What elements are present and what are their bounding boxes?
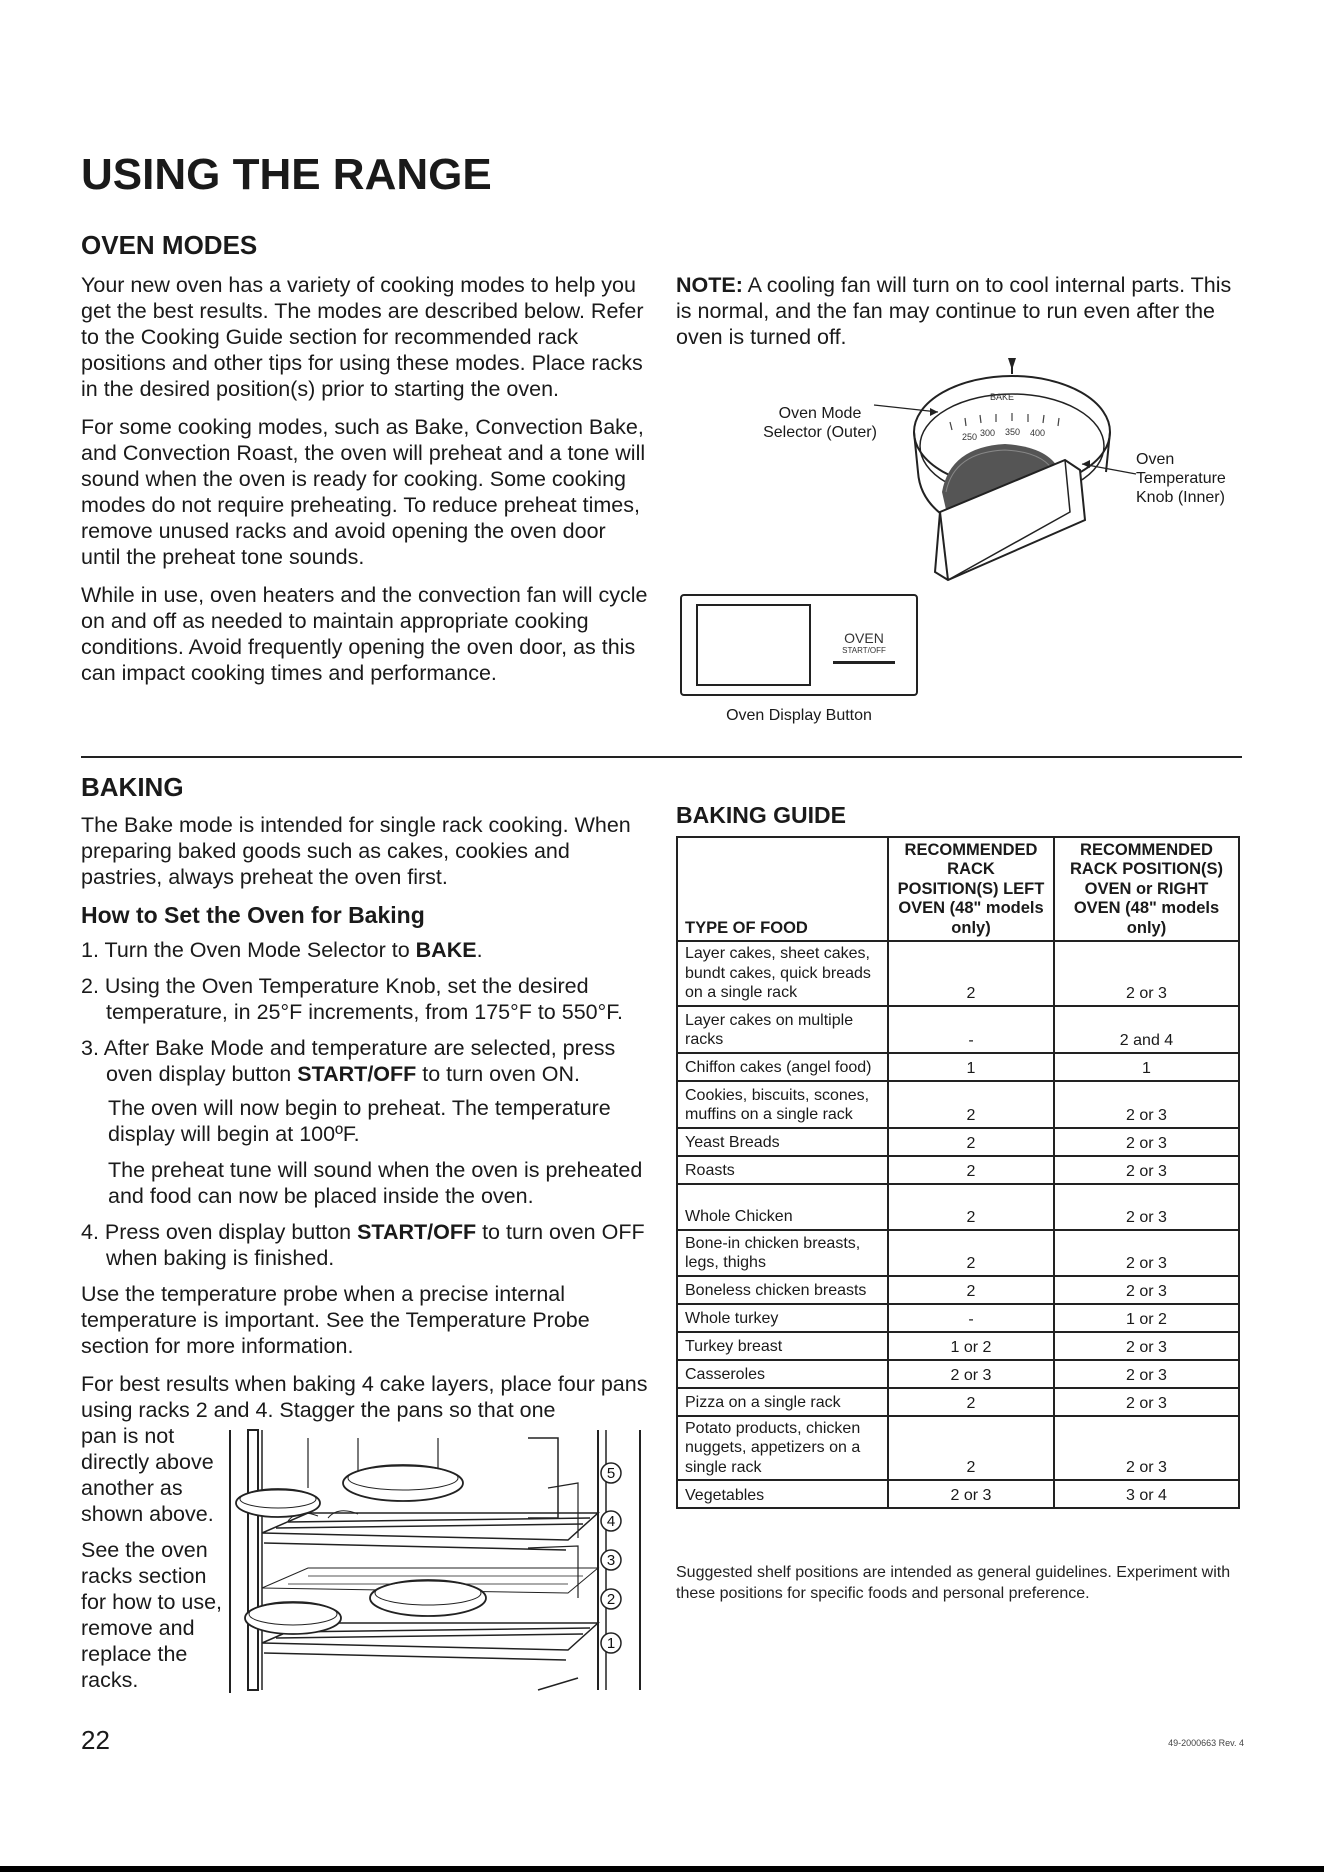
knob-temp-400: 400	[1030, 428, 1046, 438]
guide-right-rack: 2 or 3	[1054, 1081, 1239, 1128]
guide-right-rack: 2 or 3	[1054, 1276, 1239, 1304]
racks-text: See the oven racks section for how to use, remove and replace the racks.	[81, 1538, 223, 1692]
guide-row	[677, 1184, 1239, 1230]
guide-left-rack: 2 or 3	[888, 1480, 1054, 1508]
oven-modes-para-2: For some cooking modes, such as Bake, Convection Bake, and Convection Roast, the oven will preheat and a tone will sound when the oven is ready for cooking. Some cooking modes do not require preheating. To reduce preheat times, remove unused racks and avoid opening the oven door until the preheat tone sounds.	[81, 415, 646, 569]
col-left-oven: RECOMMENDED RACK POSITION(S) LEFT OVEN (48" models only)	[888, 837, 1054, 941]
guide-left-rack: 1	[888, 1053, 1054, 1081]
guide-right-rack: 2 or 3	[1054, 1128, 1239, 1156]
guide-row	[677, 1480, 1239, 1508]
guide-food: Boneless chicken breasts	[677, 1276, 888, 1304]
oven-button-underline	[833, 661, 895, 664]
guide-food: Cookies, biscuits, scones, muffins on a single rack	[677, 1081, 888, 1128]
oven-modes-heading: OVEN MODES	[81, 230, 258, 260]
guide-row	[677, 1053, 1239, 1081]
page-number: 22	[81, 1725, 110, 1755]
guide-row	[677, 1388, 1239, 1416]
note-text: A cooling fan will turn on to cool internal parts. This is normal, and the fan may continue to run even after the oven is turned off.	[676, 273, 1232, 349]
doc-number: 49-2000663 Rev. 4	[1168, 1738, 1244, 1748]
guide-right-rack: 2 or 3	[1054, 1332, 1239, 1360]
guide-left-rack: 2	[888, 1388, 1054, 1416]
guide-row	[677, 941, 1239, 1006]
guide-left-rack: 2	[888, 1081, 1054, 1128]
col-type-of-food: TYPE OF FOOD	[677, 837, 888, 941]
cake-text: For best results when baking 4 cake layers, place four pans using racks 2 and 4. Stagger the pans so that one	[81, 1372, 648, 1422]
guide-row	[677, 1332, 1239, 1360]
rack-position-3: 3	[606, 1552, 616, 1569]
guide-row	[677, 1230, 1239, 1276]
guide-left-rack: -	[888, 1304, 1054, 1332]
oven-button-sublabel: START/OFF	[842, 646, 886, 655]
knob-temp-350: 350	[1005, 427, 1021, 437]
guide-food: Yeast Breads	[677, 1128, 888, 1156]
oven-display-panel	[680, 594, 918, 696]
guide-food: Whole Chicken	[677, 1184, 888, 1230]
guide-right-rack: 2 or 3	[1054, 1184, 1239, 1230]
oven-button-label: OVEN	[844, 630, 884, 646]
guide-row	[677, 1276, 1239, 1304]
guide-right-rack: 2 or 3	[1054, 1156, 1239, 1184]
step-3-sub-1: The oven will now begin to preheat. The temperature display will begin at 100ºF.	[108, 1096, 611, 1146]
knob-dial-bake: BAKE	[990, 392, 1015, 402]
probe-text: Use the temperature probe when a precise internal temperature is important. See the Temperature Probe section for more information.	[81, 1282, 590, 1358]
guide-food: Layer cakes on multiple racks	[677, 1006, 888, 1053]
guide-row	[677, 1156, 1239, 1184]
guide-left-rack: 2 or 3	[888, 1360, 1054, 1388]
guide-row	[677, 1128, 1239, 1156]
guide-right-rack: 2 or 3	[1054, 1388, 1239, 1416]
guide-left-rack: 2	[888, 941, 1054, 1006]
baking-steps	[81, 937, 656, 1087]
page-title: USING THE RANGE	[81, 150, 492, 199]
note-label: NOTE:	[676, 273, 743, 297]
guide-food: Casseroles	[677, 1360, 888, 1388]
step-3-sub-2: The preheat tune will sound when the oven is preheated and food can now be placed inside the oven.	[108, 1158, 643, 1208]
oven-modes-text	[81, 272, 651, 698]
guide-row	[677, 1416, 1239, 1481]
guide-left-rack: 2	[888, 1276, 1054, 1304]
guide-row	[677, 1081, 1239, 1128]
guide-row	[677, 1360, 1239, 1388]
rack-position-1: 1	[606, 1635, 616, 1652]
guide-food: Layer cakes, sheet cakes, bundt cakes, quick breads on a single rack	[677, 941, 888, 1006]
baking-guide-heading: BAKING GUIDE	[676, 802, 846, 828]
step-1: 1. Turn the Oven Mode Selector to BAKE.	[81, 938, 483, 962]
guide-food: Vegetables	[677, 1480, 888, 1508]
guide-right-rack: 2 or 3	[1054, 1230, 1239, 1276]
oven-racks-illustration	[228, 1428, 648, 1693]
guide-food: Pizza on a single rack	[677, 1388, 888, 1416]
rack-position-5: 5	[606, 1465, 616, 1482]
oven-modes-para-3: While in use, oven heaters and the convection fan will cycle on and off as needed to maintain appropriate cooking conditions. Avoid frequently opening the oven door, as this can impact cooking times and performance.	[81, 583, 648, 685]
oven-start-off-button[interactable]	[824, 630, 904, 664]
note	[676, 272, 1246, 362]
step-4: 4. Press oven display button START/OFF to turn oven OFF when baking is finished.	[81, 1220, 645, 1270]
guide-left-rack: 2	[888, 1128, 1054, 1156]
guide-right-rack: 2 or 3	[1054, 1416, 1239, 1481]
guide-right-rack: 2 and 4	[1054, 1006, 1239, 1053]
guide-left-rack: -	[888, 1006, 1054, 1053]
guide-food: Bone-in chicken breasts, legs, thighs	[677, 1230, 888, 1276]
guide-right-rack: 3 or 4	[1054, 1480, 1239, 1508]
rack-position-4: 4	[606, 1513, 616, 1530]
guide-left-rack: 2	[888, 1230, 1054, 1276]
guide-row	[677, 1006, 1239, 1053]
guide-left-rack: 2	[888, 1416, 1054, 1481]
guide-right-rack: 1	[1054, 1053, 1239, 1081]
howto-heading: How to Set the Oven for Baking	[81, 902, 425, 928]
guide-right-rack: 1 or 2	[1054, 1304, 1239, 1332]
guide-left-rack: 2	[888, 1156, 1054, 1184]
guide-footnote: Suggested shelf positions are intended as general guidelines. Experiment with these positions for specific foods and personal preference.	[676, 1564, 1231, 1602]
guide-food: Roasts	[677, 1156, 888, 1184]
section-divider	[81, 756, 1242, 758]
col-right-oven: RECOMMENDED RACK POSITION(S) OVEN or RIGHT OVEN (48" models only)	[1054, 837, 1239, 941]
baking-heading: BAKING	[81, 772, 184, 802]
oven-display-screen	[696, 604, 811, 686]
guide-food: Potato products, chicken nuggets, appetizers on a single rack	[677, 1416, 888, 1481]
guide-right-rack: 2 or 3	[1054, 941, 1239, 1006]
guide-food: Turkey breast	[677, 1332, 888, 1360]
step-2: 2. Using the Oven Temperature Knob, set the desired temperature, in 25°F increments, from 175°F to 550°F.	[81, 974, 623, 1024]
baking-guide-body	[677, 941, 1239, 1508]
oven-mode-selector-label: Oven Mode Selector (Outer)	[763, 405, 877, 441]
baking-intro: The Bake mode is intended for single rack cooking. When preparing baked goods such as cakes, cookies and pastries, always preheat the oven first.	[81, 813, 631, 889]
guide-food: Whole turkey	[677, 1304, 888, 1332]
oven-modes-para-1: Your new oven has a variety of cooking modes to help you get the best results. The modes are described below. Refer to the Cooking Guide section for recommended rack positions and other tips for using these modes. Place racks in the desired position(s) prior to starting the oven.	[81, 273, 644, 401]
guide-right-rack: 2 or 3	[1054, 1360, 1239, 1388]
knob-temp-250: 250	[962, 432, 978, 442]
step-3: 3. After Bake Mode and temperature are selected, press oven display button START/OFF to turn oven ON.	[81, 1036, 616, 1086]
guide-row	[677, 1304, 1239, 1332]
guide-food: Chiffon cakes (angel food)	[677, 1053, 888, 1081]
knob-temp-300: 300	[980, 428, 996, 438]
guide-left-rack: 1 or 2	[888, 1332, 1054, 1360]
cake-text-narrow: pan is not directly above another as shown above.	[81, 1424, 214, 1526]
oven-temperature-knob-label: Oven Temperature Knob (Inner)	[1136, 451, 1226, 506]
oven-display-button-caption: Oven Display Button	[726, 707, 872, 724]
rack-position-2: 2	[606, 1591, 616, 1608]
guide-left-rack: 2	[888, 1184, 1054, 1230]
oven-knob-illustration	[840, 352, 1140, 602]
bottom-edge-bar	[0, 1866, 1324, 1872]
baking-guide-table	[676, 836, 1240, 1509]
